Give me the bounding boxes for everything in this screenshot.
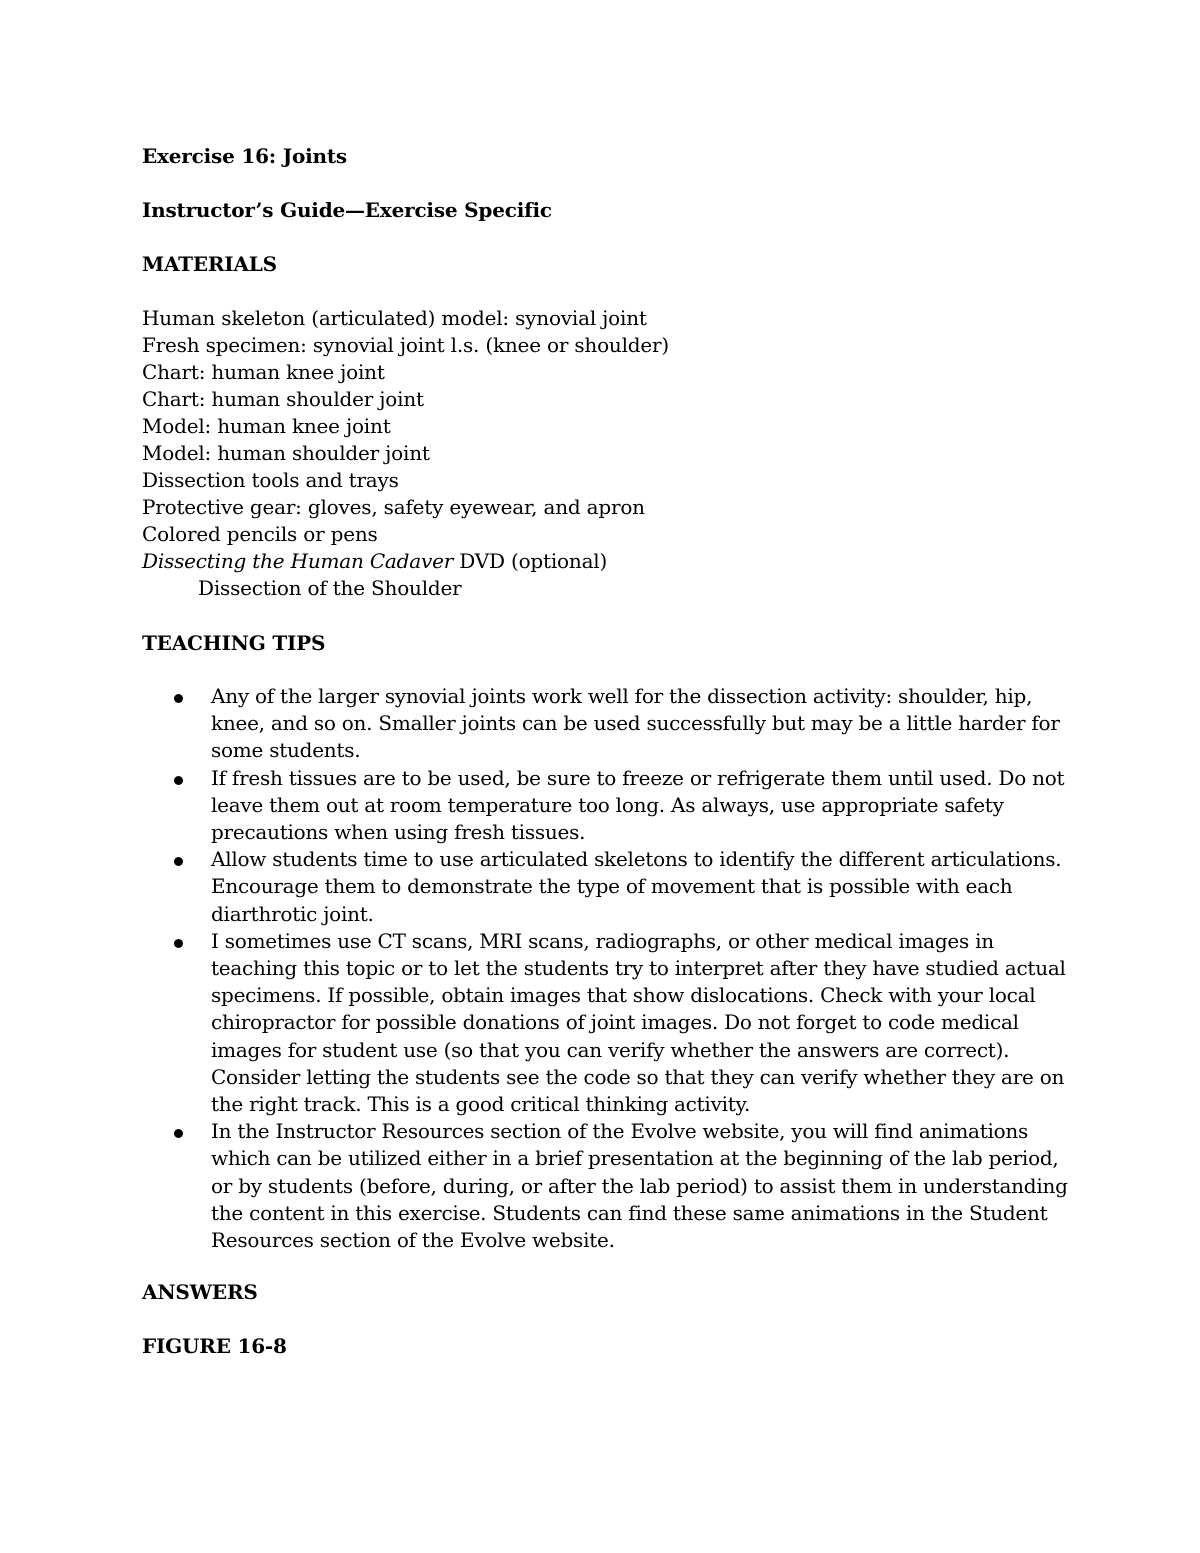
- materials-heading: MATERIALS: [142, 252, 277, 276]
- page-subtitle: Instructor’s Guide—Exercise Specific: [142, 198, 552, 222]
- materials-item: Protective gear: gloves, safety eyewear, and apron: [142, 495, 645, 519]
- list-item-text: In the Instructor Resources section of the Evolve website, you will find animations which can be utilized either in a brief presentation at the beginning of the lab period, or by students (before, during, or after the lab period) to assist them in understanding the content in this exercise. Students can find these same animations in the Student Resources section of the Evolve website.: [211, 1119, 1068, 1253]
- materials-item: Chart: human knee joint: [142, 360, 385, 384]
- list-item-text: Any of the larger synovial joints work well for the dissection activity: shoulder, hip, knee, and so on. Smaller joints can be used successfully but may be a little harder for some students.: [211, 684, 1060, 763]
- list-item: [211, 928, 1071, 1118]
- materials-subitem: Dissection of the Shoulder: [198, 576, 462, 600]
- answers-heading: ANSWERS: [142, 1280, 258, 1304]
- materials-item-dvd: [142, 548, 607, 575]
- materials-item: Colored pencils or pens: [142, 522, 378, 546]
- list-item-text: I sometimes use CT scans, MRI scans, radiographs, or other medical images in teaching this topic or to let the students try to interpret after they have studied actual specimens. If possible, obtain images that show dislocations. Check with your local chiropractor for possible donations of joint images. Do not forget to code medical images for student use (so that you can verify whether the answers are correct). Consider letting the students see the code so that they can verify whether they are on the right track. This is a good critical thinking activity.: [211, 928, 1066, 1117]
- materials-item: Model: human shoulder joint: [142, 441, 430, 465]
- list-item: [211, 846, 1071, 928]
- materials-item: Model: human knee joint: [142, 414, 391, 438]
- list-item: [211, 765, 1071, 847]
- bullet-icon: [174, 939, 183, 948]
- materials-item: Human skeleton (articulated) model: synovial joint: [142, 306, 647, 330]
- teaching-tips-list: [0, 683, 1200, 1254]
- bullet-icon: [174, 857, 183, 866]
- bullet-icon: [174, 694, 183, 703]
- page-title: Exercise 16: Joints: [142, 144, 347, 168]
- list-item-text: Allow students time to use articulated skeletons to identify the different articulations. Encourage them to demonstrate the type of movement that is possible with each diarthrotic joint.: [211, 847, 1062, 926]
- figure-label: FIGURE 16-8: [142, 1334, 287, 1358]
- dvd-title: Dissecting the Human Cadaver: [142, 549, 454, 573]
- bullet-icon: [174, 776, 183, 785]
- list-item: [211, 1118, 1071, 1254]
- dvd-suffix: DVD (optional): [453, 549, 608, 573]
- teaching-tips-heading: TEACHING TIPS: [142, 631, 326, 655]
- list-item-text: If fresh tissues are to be used, be sure to freeze or refrigerate them until used. Do not leave them out at room temperature too long. As always, use appropriate safety precautions when using fresh tissues.: [211, 765, 1065, 845]
- list-item: [211, 683, 1071, 765]
- bullet-icon: [174, 1129, 183, 1138]
- materials-item: Dissection tools and trays: [142, 468, 399, 492]
- materials-item: Fresh specimen: synovial joint l.s. (knee or shoulder): [142, 333, 670, 357]
- materials-item: Chart: human shoulder joint: [142, 387, 424, 411]
